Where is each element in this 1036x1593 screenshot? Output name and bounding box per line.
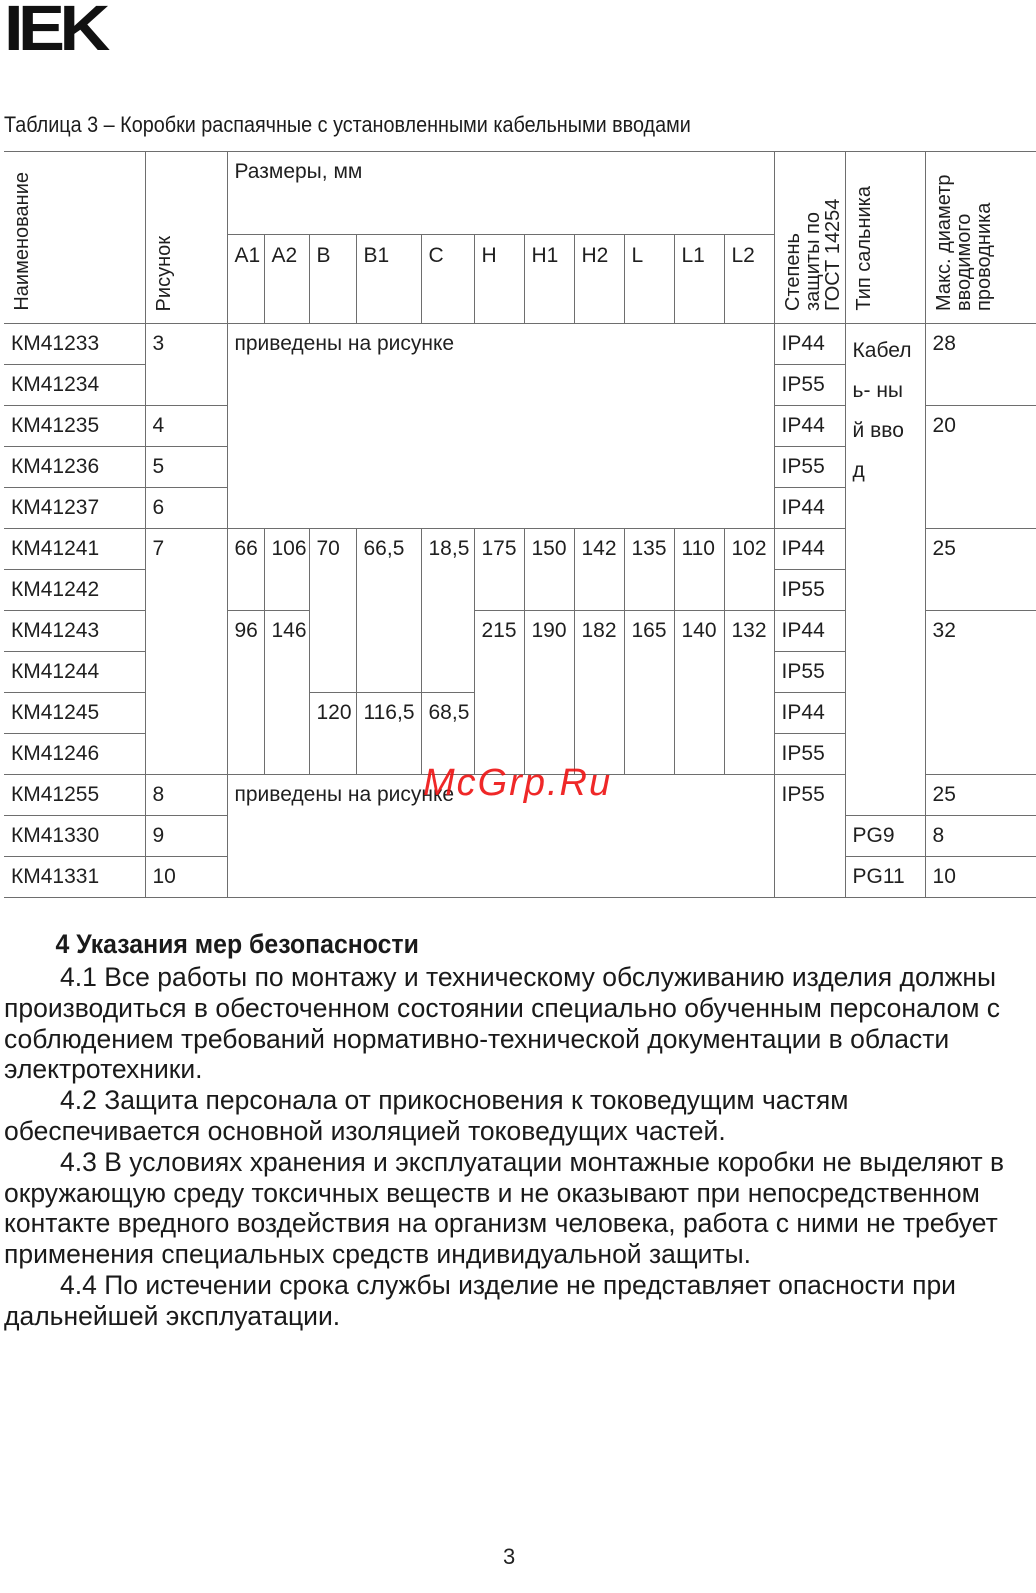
paragraph-4-2: 4.2 Защита персонала от прикосновения к токоведущим частям обеспечивается основной изоляцией токоведущих частей. [4, 1085, 849, 1146]
cell-ip: IP44 [774, 529, 845, 570]
cell-h1: 190 [524, 611, 574, 775]
cell-figure: 7 [145, 529, 227, 775]
header-figure: Рисунок [145, 152, 227, 324]
cell-c: 68,5 [421, 693, 474, 775]
cell-figure: 4 [145, 406, 227, 447]
cell-name: КМ41330 [4, 816, 145, 857]
cell-name: КМ41233 [4, 324, 145, 365]
cell-l1: 110 [674, 529, 724, 611]
dim-col-b1: B1 [356, 235, 421, 324]
dim-col-c: C [421, 235, 474, 324]
cell-l: 135 [624, 529, 674, 611]
table-caption: Таблица 3 – Коробки распаячные с установленными кабельными вводами [4, 112, 691, 137]
cell-a2: 146 [264, 611, 309, 775]
cell-diameter: 25 [925, 775, 1036, 816]
paragraph-4-1: 4.1 Все работы по монтажу и техническому обслуживанию изделия должны производиться в обесточенном состоянии специально обученным персоналом с соблюдением требований нормативно-технической документации в области электротехники. [4, 962, 1001, 1085]
dim-col-a2: A2 [264, 235, 309, 324]
header-dimensions: Размеры, мм [227, 152, 774, 235]
cell-h2: 142 [574, 529, 624, 611]
cell-a1: 66 [227, 529, 264, 611]
cell-name: КМ41244 [4, 652, 145, 693]
cell-name: КМ41243 [4, 611, 145, 652]
cell-h2: 182 [574, 611, 624, 775]
cell-l2: 132 [724, 611, 774, 775]
dim-col-h2: H2 [574, 235, 624, 324]
cell-ip: IP55 [774, 775, 845, 898]
cell-ip: IP55 [774, 734, 845, 775]
cell-l1: 140 [674, 611, 724, 775]
cell-c: 18,5 [421, 529, 474, 693]
cell-b: 120 [309, 693, 356, 775]
cell-name: КМ41237 [4, 488, 145, 529]
cell-gland: PG11 [845, 857, 925, 898]
section-title: 4 Указания мер безопасности [55, 929, 419, 959]
cell-ip: IP55 [774, 570, 845, 611]
cell-name: КМ41245 [4, 693, 145, 734]
cell-name: КМ41235 [4, 406, 145, 447]
paragraph-4-4: 4.4 По истечении срока службы изделие не представляет опасности при дальнейшей эксплуатации. [4, 1269, 956, 1331]
cell-diameter: 28 [925, 324, 1036, 406]
cell-figure: 8 [145, 775, 227, 816]
cell-gland-cable-entry: Кабель- ный ввод [845, 324, 925, 816]
dim-col-l1: L1 [674, 235, 724, 324]
header-gland: Тип сальника [845, 152, 925, 324]
dim-col-b: B [309, 235, 356, 324]
watermark: McGrp.Ru [423, 762, 613, 804]
cell-name: КМ41246 [4, 734, 145, 775]
dim-col-l: L [624, 235, 674, 324]
cell-diameter: 10 [925, 857, 1036, 898]
cell-name: КМ41236 [4, 447, 145, 488]
cell-ip: IP55 [774, 365, 845, 406]
cell-b1: 66,5 [356, 529, 421, 693]
cell-h: 175 [474, 529, 524, 611]
cell-name: КМ41241 [4, 529, 145, 570]
cell-l: 165 [624, 611, 674, 775]
cell-diameter: 8 [925, 816, 1036, 857]
paragraph-4-3: 4.3 В условиях хранения и эксплуатации монтажные коробки не выделяют в окружающую среду токсичных веществ и не оказывают при непосредственном контакте вредного воздействия на организм человека, работа с ними не требует применения специальных средств индивидуальной защиты. [4, 1146, 1005, 1270]
header-diameter: Макс. диаметр вводимого проводника [925, 152, 1036, 324]
cell-ip: IP44 [774, 324, 845, 365]
cell-gland: PG9 [845, 816, 925, 857]
cell-diameter: 20 [925, 406, 1036, 529]
dim-col-h: H [474, 235, 524, 324]
cell-ip: IP44 [774, 406, 845, 447]
header-protection: Степень защиты по ГОСТ 14254 [774, 152, 845, 324]
cell-b: 70 [309, 529, 356, 693]
cell-ip: IP44 [774, 693, 845, 734]
dim-col-l2: L2 [724, 235, 774, 324]
cell-figure: 10 [145, 857, 227, 898]
cell-name: КМ41255 [4, 775, 145, 816]
cell-a2: 106 [264, 529, 309, 611]
cell-ip: IP55 [774, 652, 845, 693]
header-name: Наименование [4, 152, 145, 324]
cell-diameter: 32 [925, 611, 1036, 775]
cell-a1: 96 [227, 611, 264, 775]
cell-h: 215 [474, 611, 524, 775]
page-number: 3 [503, 1544, 516, 1569]
cell-ip: IP44 [774, 611, 845, 652]
cell-ip: IP44 [774, 488, 845, 529]
cell-dims-on-figure: приведены на рисунке [227, 324, 774, 529]
safety-section [4, 926, 1014, 1332]
dim-col-a1: A1 [227, 235, 264, 324]
cell-name: КМ41331 [4, 857, 145, 898]
cell-figure: 6 [145, 488, 227, 529]
cell-name: КМ41242 [4, 570, 145, 611]
cell-dims-on-figure: приведены на рисунке [227, 775, 774, 898]
iek-logo: IEK [4, 0, 105, 64]
cell-name: КМ41234 [4, 365, 145, 406]
cell-diameter: 25 [925, 529, 1036, 611]
dim-col-h1: H1 [524, 235, 574, 324]
cell-figure: 3 [145, 324, 227, 406]
cell-figure: 5 [145, 447, 227, 488]
cell-b1: 116,5 [356, 693, 421, 775]
table-row [4, 324, 1036, 365]
cell-ip: IP55 [774, 447, 845, 488]
cell-l2: 102 [724, 529, 774, 611]
cell-h1: 150 [524, 529, 574, 611]
cell-figure: 9 [145, 816, 227, 857]
